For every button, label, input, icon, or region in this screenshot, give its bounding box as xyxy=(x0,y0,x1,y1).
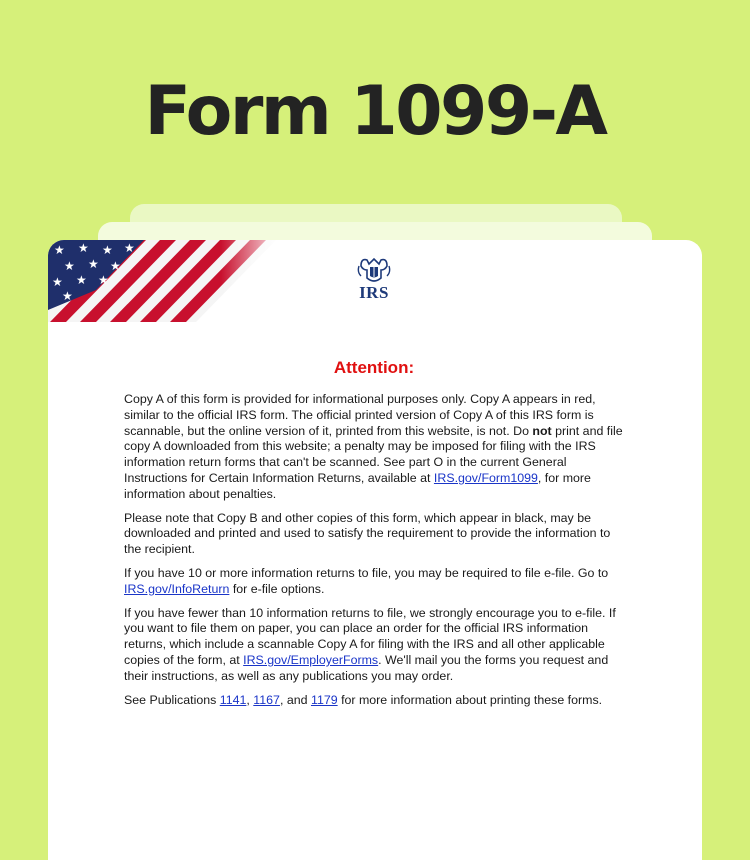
irs-eagle-icon xyxy=(357,256,391,286)
inforeturn-link[interactable]: IRS.gov/InfoReturn xyxy=(124,581,230,596)
page-title: Form 1099-A xyxy=(144,72,606,151)
notice-paragraph-efile xyxy=(124,566,624,598)
paragraph-text: If you have fewer than 10 information returns to file, we strongly encourage you to e-file. If you want to file them on paper, you can place an order for the official IRS information returns, which include a scannable Copy A for filing with the IRS and all other applicable copies of the form, at xyxy=(124,605,616,667)
publication-1167-link[interactable]: 1167 xyxy=(253,692,280,707)
publication-1141-link[interactable]: 1141 xyxy=(219,692,247,707)
employerforms-link[interactable]: IRS.gov/EmployerForms xyxy=(243,652,379,667)
notice-paragraph-copy-a xyxy=(124,392,624,503)
separator-text: , xyxy=(246,692,254,707)
publication-1179-link[interactable]: 1179 xyxy=(310,692,338,707)
us-flag-icon xyxy=(48,240,288,330)
paragraph-text: . We'll mail you the forms you request and their instructions, as well as any publications you may order. xyxy=(124,652,609,683)
paragraph-text: If you have 10 or more information returns to file, you may be required to file e-file. Go to xyxy=(124,565,609,580)
emphasis-text: not xyxy=(532,423,552,438)
separator-text: , and xyxy=(279,692,311,707)
paragraph-text: for e-file options. xyxy=(229,581,325,596)
irs-logo xyxy=(352,256,396,308)
paragraph-text: See Publications xyxy=(124,692,220,707)
notice-paragraph-paper xyxy=(124,606,624,685)
notice-paragraph-publications xyxy=(124,693,624,709)
paragraph-text: for more information about printing these forms. xyxy=(337,692,603,707)
paragraph-text: print and file copy A downloaded from this website; a penalty may be imposed for filing with the IRS information return forms that can't be scanned. See part O in the current General Instructions for Certain Information Returns, available at xyxy=(124,423,623,485)
paragraph-text: Copy A of this form is provided for informational purposes only. Copy A appears in red, similar to the official IRS form. The official printed version of Copy A of this IRS form is scannable, but the online version of it, printed from this website, is not. Do xyxy=(124,392,596,438)
notice-paragraph-copy-b: Please note that Copy B and other copies of this form, which appear in black, may be downloaded and printed and used to satisfy the requirement to provide the information to the recipient. xyxy=(124,510,611,557)
irs-logo-text: IRS xyxy=(359,283,389,302)
paragraph-text: , for more information about penalties. xyxy=(124,470,591,501)
attention-heading: Attention: xyxy=(333,358,415,377)
form1099-link[interactable]: IRS.gov/Form1099 xyxy=(433,470,538,485)
document-card xyxy=(48,240,702,860)
notice-content xyxy=(124,358,624,716)
